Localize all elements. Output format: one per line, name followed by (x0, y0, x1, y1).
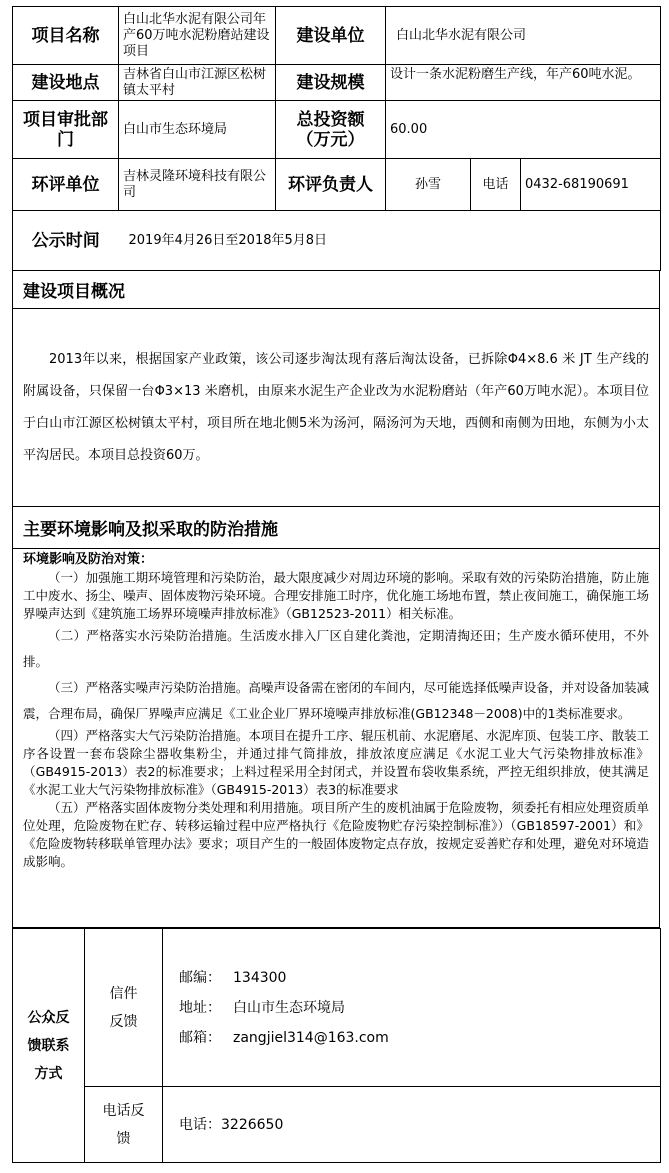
email-value[interactable]: zangjiel314@163.com (233, 1029, 389, 1046)
phone-value: 0432-68190691 (521, 159, 661, 211)
publicity-label: 公示时间 (13, 211, 119, 271)
feedback-label (13, 929, 85, 1163)
address-label: 地址： (179, 999, 221, 1016)
measures-cell (13, 549, 660, 928)
investment-value: 60.00 (386, 101, 661, 159)
phone-prefix: 电话： (179, 1116, 221, 1133)
location-value: 吉林省白山市江源区松树镇太平村 (119, 65, 276, 101)
project-name-label: 项目名称 (13, 7, 119, 65)
measure-item: （一）加强施工期环境管理和污染防治，最大限度减少对周边环境的影响。采取有效的污染防治措施，防止施工中废水、扬尘、噪声、固体废物污染环境。合理安排施工时序，优化施工场地布置，禁止夜间施工，确保施工场界噪声达到《建筑施工场界环境噪声排放标准》（GB12523-2011）相关标准。 (23, 570, 649, 621)
overview-text: 2013年以来，根据国家产业政策，该公司逐步淘汰现有落后淘汰设备，已拆除Φ4×8.6 米 JT 生产线的附属设备，只保留一台Φ3×13 米磨机，由原来水泥生产企业改为水泥粉磨站（年产60万吨水泥）。本项目位于白山市江源区松树镇太平村，项目所在地北侧5米为汤河，隔汤河为天地，西侧和南侧为田地，东侧为小太平沟居民。本项目总投资60万。 (23, 351, 649, 463)
phone-label: 电话 (471, 159, 521, 211)
measure-item: （二）严格落实水污染防治措施。生活废水排入厂区自建化粪池，定期清掏还田；生产废水循环使用，不外排。 (23, 628, 649, 669)
postcode-value: 134300 (233, 969, 287, 986)
measure-item: （四）严格落实大气污染防治措施。本项目在提升工序、辊压机前、水泥磨尾、水泥库顶、包装工序、散装工序各设置一套布袋除尘器收集粉尘，并通过排气筒排放，排放浓度应满足《水泥工业大气污染物排放标准》（GB4915-2013）表2的标准要求；上料过程采用全封闭式，并设置布袋收集系统，严控无组织排放，使其满足《水泥工业大气污染物排放标准》（GB4915-2013）表3的标准要求 (23, 728, 649, 797)
overview-title: 建设项目概况 (13, 271, 660, 309)
builder-label: 建设单位 (276, 7, 386, 65)
approval-value: 白山市生态环境局 (119, 101, 276, 159)
phone-feedback-cell (163, 1087, 661, 1163)
location-label: 建设地点 (13, 65, 119, 101)
phone-number: 3226650 (221, 1116, 284, 1133)
scale-value: 设计一条水泥粉磨生产线，年产60吨水泥。 (386, 65, 661, 101)
phone-feedback-label (85, 1087, 163, 1163)
measures-subtitle: 环境影响及防治对策： (23, 552, 154, 567)
builder-value: 白山北华水泥有限公司 (386, 7, 661, 65)
project-info-table (12, 6, 661, 271)
measures-title: 主要环境影响及拟采取的防治措施 (13, 507, 660, 549)
eia-unit-label: 环评单位 (13, 159, 119, 211)
eia-person-label: 环评负责人 (276, 159, 386, 211)
address-value: 白山市生态环境局 (233, 999, 345, 1016)
content-table (12, 270, 660, 928)
postcode-label: 邮编： (179, 969, 221, 986)
letter-feedback-label (85, 929, 163, 1087)
eia-person-value: 孙雪 (386, 159, 471, 211)
feedback-label-text: 公众反馈联系方式 (27, 1009, 70, 1082)
scale-label: 建设规模 (276, 65, 386, 101)
phone-line (163, 1110, 660, 1140)
measure-item: （五）严格落实固体废物分类处理和利用措施。项目所产生的废机油属于危险废物，须委托有相应处理资质单位处理，危险废物在贮存、转移运输过程中应严格执行《危险废物贮存污染控制标准》）（GB18597-2001）和》《危险废物转移联单管理办法》要求；项目产生的一般固体废物定点存放，按规定妥善贮存和处理，避免对环境造成影响。 (23, 800, 649, 869)
publicity-value: 2019年4月26日至2018年5月8日 (119, 211, 661, 271)
letter-feedback-cell (163, 929, 661, 1087)
postcode-line (163, 963, 660, 993)
address-line (163, 993, 660, 1023)
letter-feedback-text: 信件反馈 (109, 985, 138, 1030)
approval-label: 项目审批部门 (13, 101, 119, 159)
eia-unit-value: 吉林灵隆环境科技有限公司 (119, 159, 276, 211)
phone-feedback-text: 电话反馈 (102, 1102, 145, 1147)
email-label: 邮箱： (179, 1029, 221, 1046)
overview-cell (13, 309, 660, 507)
feedback-table (12, 928, 661, 1163)
email-line (163, 1023, 660, 1053)
investment-label: 总投资额（万元） (276, 101, 386, 159)
project-name-value: 白山北华水泥有限公司年产60万吨水泥粉磨站建设项目 (119, 7, 276, 65)
measure-item: （三）严格落实噪声污染防治措施。高噪声设备需在密闭的车间内，尽可能选择低噪声设备，并对设备加装减震，合理布局，确保厂界噪声应满足《工业企业厂界环境噪声排放标准(GB12348－2008)中的1类标准要求。 (23, 680, 649, 721)
